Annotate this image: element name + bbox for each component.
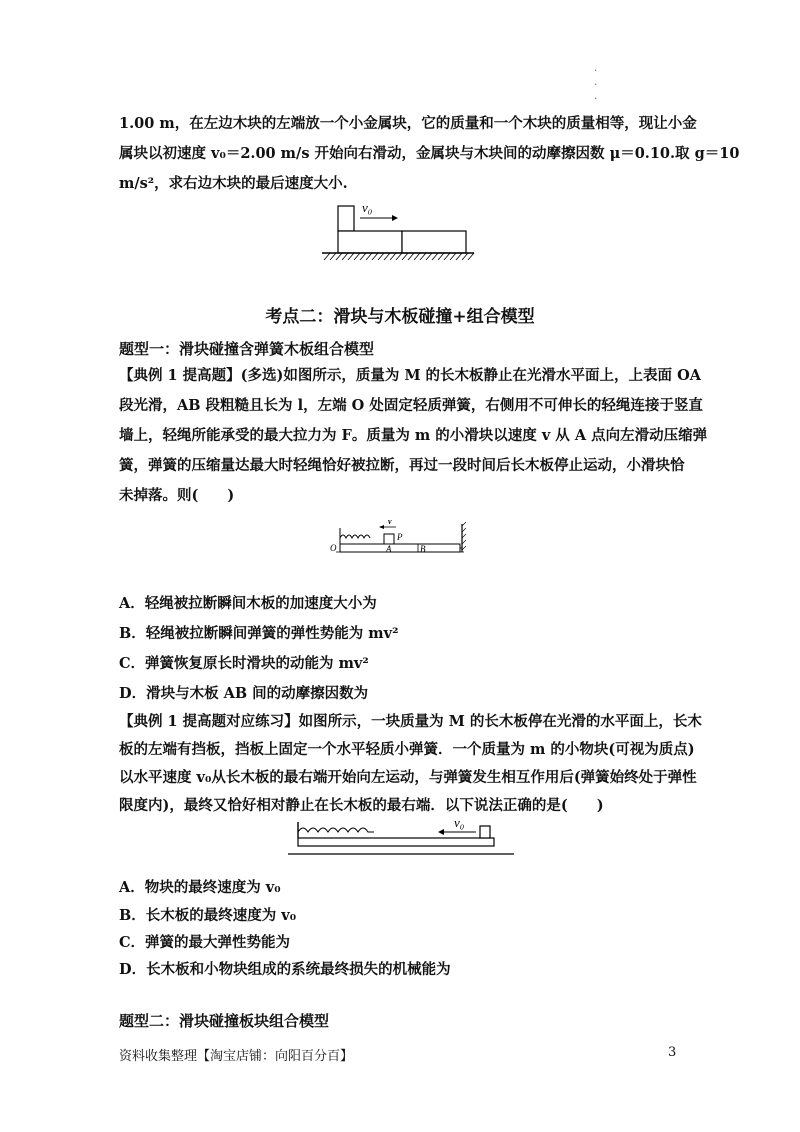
page-number: 3 bbox=[668, 1045, 677, 1060]
footer-source: 资料收集整理【淘宝店铺：向阳百分百】 bbox=[119, 1049, 354, 1064]
label-P: P bbox=[397, 532, 403, 542]
problem-intro-line-3: m/s²，求右边木块的最后速度大小. bbox=[119, 175, 348, 192]
wall-hatching bbox=[462, 522, 466, 550]
metal-block bbox=[338, 206, 354, 231]
type1-title: 题型一：滑块碰撞含弹簧木板组合模型 bbox=[119, 340, 375, 358]
type2-title: 题型二：滑块碰撞板块组合模型 bbox=[119, 1012, 330, 1030]
problem-intro-line-1: 1.00 m，在左边木块的左端放一个小金属块，它的质量和一个木块的质量相等，现让小金 bbox=[119, 115, 697, 132]
option2-a: A．物块的最终速度为 v₀ bbox=[119, 879, 281, 896]
example1-line-1: 【典例 1 提高题】(多选)如图所示，质量为 M 的长木板静止在光滑水平面上，上表面 OA bbox=[119, 367, 701, 384]
option1-a: A．轻绳被拉断瞬间木板的加速度大小为 bbox=[119, 595, 377, 612]
label-B: B bbox=[420, 544, 426, 554]
example1-line-5: 未掉落。则( ) bbox=[119, 487, 235, 504]
option1-b: B．轻绳被拉断瞬间弹簧的弹性势能为 mv² bbox=[119, 625, 399, 642]
option1-d: D．滑块与木板 AB 间的动摩擦因数为 bbox=[119, 685, 369, 702]
label-v: v bbox=[388, 517, 392, 526]
example1-line-4: 簧，弹簧的压缩量达最大时轻绳恰好被拉断，再过一段时间后长木板停止运动，小滑块恰 bbox=[119, 457, 685, 474]
option2-c: C．弹簧的最大弹性势能为 bbox=[119, 934, 291, 951]
slider-block bbox=[384, 534, 394, 544]
top-marks: . . . bbox=[594, 63, 598, 102]
practice1-line-3: 以水平速度 v₀从长木板的最右端开始向左运动，与弹簧发生相互作用后(弹簧始终处于弹性 bbox=[119, 769, 697, 786]
figure-board-spring-block bbox=[284, 812, 519, 860]
velocity-label: v₀ bbox=[362, 200, 373, 215]
example1-line-2: 段光滑，AB 段粗糙且长为 l，左端 O 处固定轻质弹簧，右侧用不可伸长的轻绳连接于竖直 bbox=[119, 397, 703, 414]
v-arrowhead bbox=[379, 525, 384, 529]
example1-line-3: 墙上，轻绳所能承受的最大拉力为 F。质量为 m 的小滑块以速度 v 从 A 点向左滑动压缩弹 bbox=[119, 427, 708, 444]
option2-b: B．长木板的最终速度为 v₀ bbox=[119, 907, 297, 924]
spring bbox=[340, 535, 370, 538]
velocity-label: v₀ bbox=[454, 815, 465, 830]
option1-c: C．弹簧恢复原长时滑块的动能为 mv² bbox=[119, 655, 369, 672]
long-board bbox=[298, 838, 494, 846]
right-wood-block bbox=[402, 231, 466, 253]
long-board bbox=[340, 544, 460, 552]
problem-intro-line-2: 属块以初速度 v₀＝2.00 m/s 开始向右滑动，金属块与木块间的动摩擦因数 μ＝0.10.取 g＝10 bbox=[119, 145, 740, 162]
small-block bbox=[480, 826, 490, 838]
option2-d: D．长木板和小物块组成的系统最终损失的机械能为 bbox=[119, 961, 451, 978]
label-A: A bbox=[386, 544, 392, 554]
practice1-line-4: 限度内)，最终又恰好相对静止在长木板的最右端．以下说法正确的是( ) bbox=[119, 797, 604, 814]
figure-spring-board bbox=[326, 514, 476, 564]
label-O: O bbox=[330, 543, 337, 553]
figure-blocks-on-ground bbox=[318, 198, 478, 268]
left-wood-block bbox=[338, 231, 402, 253]
spring bbox=[298, 828, 374, 832]
practice1-line-1: 【典例 1 提高题对应练习】如图所示，一块质量为 M 的长木板停在光滑的水平面上，长木 bbox=[119, 713, 702, 730]
section-title: 考点二：滑块与木板碰撞+组合模型 bbox=[265, 307, 535, 327]
ground-hatching bbox=[324, 253, 474, 260]
velocity-arrowhead bbox=[392, 215, 398, 221]
practice1-line-2: 板的左端有挡板，挡板上固定一个水平轻质小弹簧．一个质量为 m 的小物块(可视为质点) bbox=[119, 741, 695, 758]
velocity-arrowhead bbox=[438, 829, 444, 835]
